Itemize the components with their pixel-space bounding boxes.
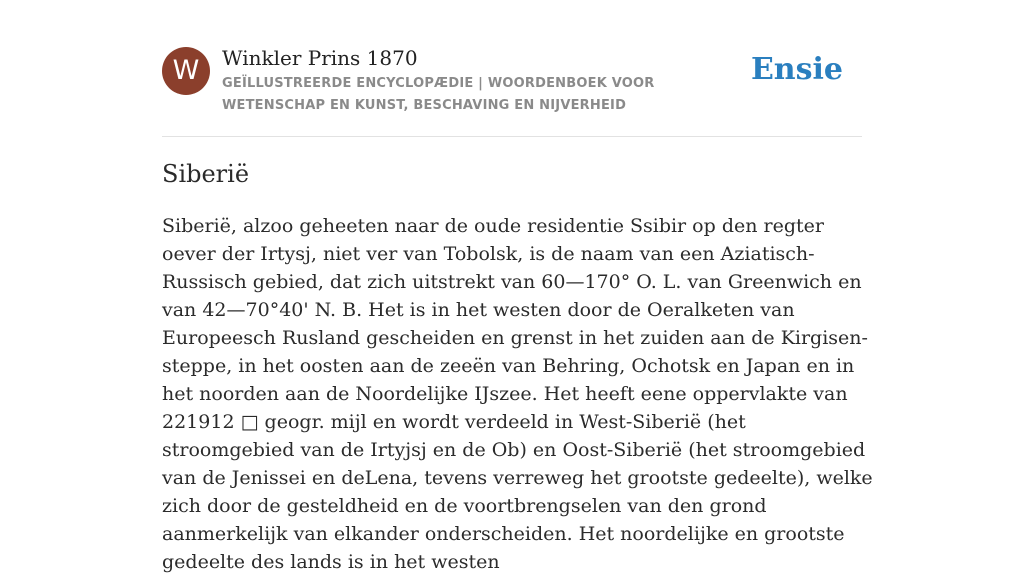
entry-title: Siberië (162, 160, 250, 188)
avatar[interactable]: W (162, 47, 210, 95)
ensie-logo[interactable]: Ensie (750, 52, 843, 87)
entry-body: Siberië, alzoo geheeten naar de oude residentie Ssibir op den regter oever der Irtysj, niet ver van Tobolsk, is de naam van een Aziatisch-Russisch gebied, dat zich uitstrekt van 60—170° O. L. van Greenwich en van 42—70°40' N. B. Het is in het westen door de Oeralketen van Europeesch Rusland gescheiden en grenst in het zuiden aan de Kirgisen-steppe, in het oosten aan de zeeën van Behring, Ochotsk en Japan en in het noorden aan de Noordelijke IJszee. Het heeft eene oppervlakte van 221912 □ geogr. mijl en wordt verdeeld in West-Siberië (het stroomgebied van de Irtyjsj en de Ob) en Oost-Siberië (het stroomgebied van de Jenissei en deLena, tevens verreweg het grootste gedeelte), welke zich door de gesteldheid en de voortbrengselen van den grond aanmerkelijk van elkander onderscheiden. Het noordelijke en grootste gedeelte des lands is in het westen (162, 215, 873, 573)
book-header (162, 44, 862, 137)
book-title[interactable]: Winkler Prins 1870 (222, 46, 418, 70)
book-subtitle: GEÏLLUSTREERDE ENCYCLOPÆDIE | WOORDENBOEK VOOR WETENSCHAP EN KUNST, BESCHAVING EN NIJVERHEID (222, 76, 655, 113)
